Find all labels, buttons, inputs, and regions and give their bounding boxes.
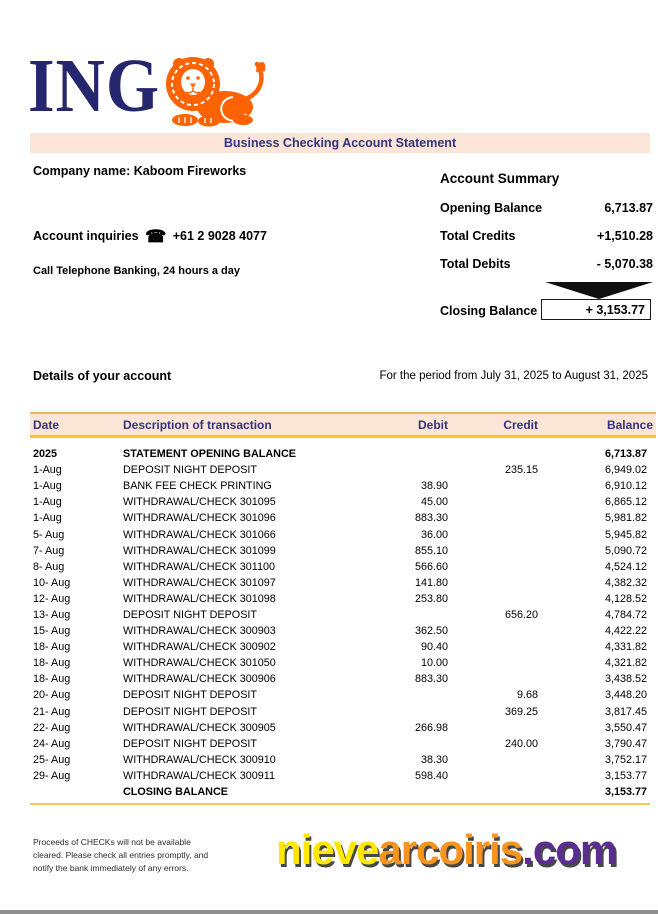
transactions-header-row	[30, 412, 656, 438]
cell-desc: WITHDRAWAL/CHECK 301095	[123, 496, 276, 509]
cell-date: 29- Aug	[33, 769, 71, 782]
column-header-credit: Credit	[503, 417, 538, 432]
watermark-nievearcoiris	[276, 826, 616, 874]
cell-balance: 3,153.77	[604, 786, 647, 799]
column-header-balance: Balance	[606, 417, 653, 432]
disclaimer-line: notify the bank immediately of any errors.	[33, 862, 189, 873]
transaction-row	[30, 752, 650, 768]
cell-date: 18- Aug	[33, 641, 71, 654]
cell-balance: 3,550.47	[604, 721, 647, 734]
account-summary-title: Account Summary	[440, 171, 560, 186]
cell-debit: 90.40	[420, 641, 448, 654]
cell-debit: 36.00	[420, 528, 448, 541]
summary-label: Opening Balance	[440, 201, 543, 215]
cell-date: 18- Aug	[33, 673, 71, 686]
cell-date: 1-Aug	[33, 496, 62, 509]
transaction-row	[30, 591, 650, 607]
cell-balance: 4,422.22	[604, 625, 647, 638]
transactions-body	[30, 446, 650, 805]
column-header-debit: Debit	[418, 417, 448, 432]
telephone-banking-line: Call Telephone Banking, 24 hours a day	[33, 265, 241, 277]
cell-date: 21- Aug	[33, 705, 71, 718]
cell-desc: WITHDRAWAL/CHECK 300903	[123, 625, 276, 638]
cell-desc: WITHDRAWAL/CHECK 301066	[123, 528, 276, 541]
transaction-row	[30, 575, 650, 591]
cell-desc: WITHDRAWAL/CHECK 301100	[123, 560, 275, 573]
cell-balance: 3,790.47	[604, 737, 647, 750]
cell-desc: DEPOSIT NIGHT DEPOSIT	[123, 464, 257, 477]
cell-balance: 4,331.82	[604, 641, 647, 654]
phone-icon: ☎	[145, 227, 167, 246]
cell-credit: 240.00	[504, 737, 538, 750]
cell-credit: 9.68	[516, 689, 538, 702]
cell-desc: WITHDRAWAL/CHECK 301096	[123, 512, 276, 525]
watermark-part-1: nieve	[276, 826, 379, 873]
cell-date: 18- Aug	[33, 657, 71, 670]
cell-desc: WITHDRAWAL/CHECK 301099	[123, 544, 276, 557]
transaction-row	[30, 736, 650, 752]
summary-row-debits	[440, 257, 653, 271]
transaction-row	[30, 607, 650, 623]
cell-balance: 3,752.17	[604, 753, 647, 766]
cell-balance: 5,981.82	[604, 512, 647, 525]
cell-date: 12- Aug	[33, 592, 71, 605]
cell-date: 1-Aug	[33, 512, 62, 525]
closing-balance-value: + 3,153.77	[541, 299, 651, 320]
cell-desc: WITHDRAWAL/CHECK 300906	[123, 673, 276, 686]
cell-debit: 855.10	[414, 544, 448, 557]
arrow-down-icon	[545, 282, 653, 299]
cell-desc: CLOSING BALANCE	[123, 786, 228, 799]
cell-debit: 45.00	[420, 496, 448, 509]
cell-debit: 141.80	[414, 576, 448, 589]
cell-desc: DEPOSIT NIGHT DEPOSIT	[123, 705, 257, 718]
transaction-row	[30, 720, 650, 736]
cell-credit: 656.20	[504, 608, 538, 621]
cell-balance: 3,817.45	[604, 705, 647, 718]
transaction-row	[30, 462, 650, 478]
disclaimer-line: cleared. Please check all entries promptly, and	[33, 849, 209, 860]
cell-date: 24- Aug	[33, 737, 71, 750]
transaction-row	[30, 559, 650, 575]
cell-debit: 883.30	[414, 673, 448, 686]
transaction-row	[30, 768, 650, 784]
transaction-row	[30, 639, 650, 655]
watermark-part-3: .com	[522, 826, 617, 873]
cell-desc: BANK FEE CHECK PRINTING	[123, 480, 272, 493]
cell-balance: 4,784.72	[604, 608, 647, 621]
phone-number: +61 2 9028 4077	[172, 229, 267, 243]
page-bottom-edge	[0, 910, 658, 914]
cell-date: 1-Aug	[33, 464, 62, 477]
cell-debit: 598.40	[414, 769, 448, 782]
details-heading: Details of your account	[33, 369, 172, 383]
summary-value: - 5,070.38	[596, 257, 653, 271]
cell-date: 22- Aug	[33, 721, 71, 734]
cell-credit: 369.25	[504, 705, 538, 718]
cell-date: 10- Aug	[33, 576, 71, 589]
cell-debit: 883.30	[414, 512, 448, 525]
account-inquiries-line	[33, 227, 267, 247]
cell-balance: 3,438.52	[604, 673, 647, 686]
transaction-row	[30, 446, 650, 462]
transaction-row	[30, 687, 650, 703]
transaction-row	[30, 494, 650, 510]
cell-date: 2025	[33, 448, 58, 461]
statement-title: Business Checking Account Statement	[223, 136, 457, 150]
cell-date: 13- Aug	[33, 608, 71, 621]
cell-debit: 38.30	[420, 753, 448, 766]
cell-date: 25- Aug	[33, 753, 71, 766]
cell-desc: WITHDRAWAL/CHECK 300905	[123, 721, 276, 734]
cell-date: 15- Aug	[33, 625, 71, 638]
cell-desc: WITHDRAWAL/CHECK 301098	[123, 592, 276, 605]
statement-title-bar	[30, 133, 650, 153]
cell-credit: 235.15	[504, 464, 538, 477]
cell-debit: 253.80	[414, 592, 448, 605]
cell-debit: 362.50	[414, 625, 448, 638]
account-inquiries-label: Account inquiries	[33, 229, 139, 243]
transaction-row	[30, 784, 650, 800]
cell-date: 5- Aug	[33, 528, 65, 541]
cell-balance: 3,448.20	[604, 689, 647, 702]
column-header-date: Date	[33, 417, 60, 432]
cell-balance: 6,865.12	[604, 496, 647, 509]
cell-date: 8- Aug	[33, 560, 65, 573]
cell-desc: WITHDRAWAL/CHECK 301050	[123, 657, 276, 670]
footer-disclaimer	[33, 836, 243, 874]
cell-balance: 6,713.87	[604, 448, 647, 461]
cell-desc: DEPOSIT NIGHT DEPOSIT	[123, 737, 257, 750]
transaction-row	[30, 704, 650, 720]
cell-desc: WITHDRAWAL/CHECK 300911	[123, 769, 275, 782]
ing-lion-icon	[163, 50, 271, 133]
column-header-description: Description of transaction	[123, 417, 272, 432]
cell-desc: DEPOSIT NIGHT DEPOSIT	[123, 608, 257, 621]
cell-date: 7- Aug	[33, 544, 65, 557]
cell-balance: 3,153.77	[604, 769, 647, 782]
ing-logo-wordmark: ING	[28, 44, 160, 128]
cell-date: 20- Aug	[33, 689, 71, 702]
transaction-row	[30, 655, 650, 671]
summary-row-credits	[440, 229, 653, 243]
cell-balance: 6,910.12	[604, 480, 647, 493]
transaction-row	[30, 526, 650, 542]
cell-balance: 5,945.82	[604, 528, 647, 541]
cell-balance: 4,524.12	[604, 560, 647, 573]
cell-desc: WITHDRAWAL/CHECK 301097	[123, 576, 276, 589]
disclaimer-line: Proceeds of CHECKs will not be available	[33, 837, 191, 847]
cell-debit: 38.90	[420, 480, 448, 493]
cell-debit: 266.98	[414, 721, 448, 734]
transaction-row	[30, 510, 650, 526]
summary-label: Total Credits	[440, 229, 516, 243]
cell-balance: 4,382.32	[604, 576, 647, 589]
transaction-row	[30, 671, 650, 687]
cell-balance: 5,090.72	[604, 544, 647, 557]
summary-value: +1,510.28	[597, 229, 653, 243]
transaction-row	[30, 478, 650, 494]
closing-balance-label: Closing Balance	[440, 304, 538, 318]
transaction-row	[30, 543, 650, 559]
cell-date: 1-Aug	[33, 480, 62, 493]
summary-label: Total Debits	[440, 257, 511, 271]
transaction-row	[30, 623, 650, 639]
summary-row-opening	[440, 201, 653, 215]
cell-balance: 4,321.82	[604, 657, 647, 670]
cell-balance: 4,128.52	[604, 592, 647, 605]
cell-debit: 566.60	[414, 560, 448, 573]
cell-desc: STATEMENT OPENING BALANCE	[123, 448, 296, 461]
summary-value: 6,713.87	[604, 201, 653, 215]
cell-debit: 10.00	[420, 657, 448, 670]
cell-balance: 6,949.02	[604, 464, 647, 477]
cell-desc: WITHDRAWAL/CHECK 300902	[123, 641, 276, 654]
cell-desc: DEPOSIT NIGHT DEPOSIT	[123, 689, 257, 702]
company-name: Company name: Kaboom Fireworks	[33, 164, 247, 178]
cell-desc: WITHDRAWAL/CHECK 300910	[123, 753, 276, 766]
statement-period: For the period from July 31, 2025 to August 31, 2025	[379, 370, 648, 382]
watermark-part-2: arcoiris	[378, 826, 523, 873]
